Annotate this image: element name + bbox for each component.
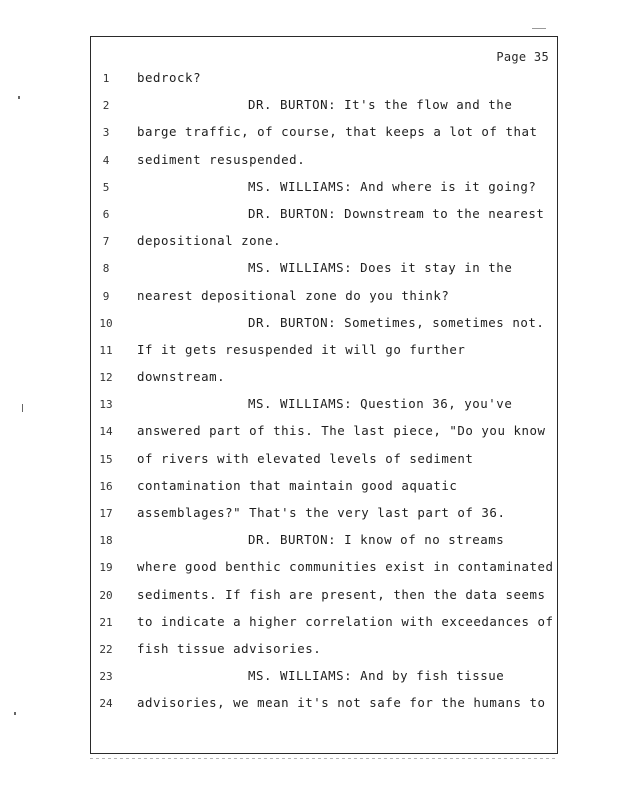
page-bottom-rule — [90, 758, 558, 759]
line-number: 5 — [102, 180, 110, 194]
line-text: where good benthic communities exist in contaminated — [137, 559, 554, 575]
transcript-line — [91, 391, 557, 418]
transcript-line — [91, 554, 557, 581]
line-text: fish tissue advisories. — [137, 640, 322, 656]
line-text: depositional zone. — [137, 233, 282, 249]
line-text: DR. BURTON: Sometimes, sometimes not. — [248, 314, 545, 330]
line-text: DR. BURTON: Downstream to the nearest — [248, 205, 545, 221]
transcript-line — [91, 527, 557, 554]
line-number: 11 — [99, 343, 113, 357]
margin-speck — [18, 96, 20, 99]
line-text: bedrock? — [137, 70, 202, 85]
line-number: 9 — [102, 289, 110, 303]
transcript-line — [91, 119, 557, 146]
line-number: 17 — [99, 507, 113, 520]
line-text: DR. BURTON: It's the flow and the — [248, 97, 513, 113]
line-text: nearest depositional zone do you think? — [137, 287, 450, 303]
line-text: barge traffic, of course, that keeps a lot of that — [137, 124, 538, 140]
transcript-line — [91, 65, 557, 92]
transcript-line — [91, 255, 557, 282]
line-text: contamination that maintain good aquatic — [137, 477, 458, 493]
line-text: downstream. — [137, 369, 226, 385]
line-text: to indicate a higher correlation with exceedances of — [137, 613, 554, 629]
transcript-line — [91, 690, 557, 717]
line-number: 7 — [102, 235, 110, 249]
transcript-line — [91, 636, 557, 663]
transcript-line — [91, 228, 557, 255]
margin-speck — [22, 404, 23, 412]
transcript-line — [91, 283, 557, 310]
line-text: MS. WILLIAMS: Question 36, you've — [248, 396, 513, 412]
transcript-line — [91, 663, 557, 690]
line-number: 3 — [102, 126, 110, 140]
line-number: 12 — [99, 371, 113, 385]
line-text: MS. WILLIAMS: Does it stay in the — [248, 260, 513, 276]
transcript-line — [91, 147, 557, 174]
line-text: of rivers with elevated levels of sediment — [137, 450, 474, 466]
line-number: 20 — [99, 588, 113, 602]
line-number: 15 — [99, 452, 113, 466]
transcript-line — [91, 337, 557, 364]
line-number: 6 — [102, 207, 110, 221]
line-number: 22 — [99, 642, 113, 656]
line-text: assemblages?" That's the very last part of 36. — [137, 505, 506, 520]
transcript-line — [91, 418, 557, 445]
line-number: 16 — [99, 479, 113, 493]
line-text: MS. WILLIAMS: And by fish tissue — [248, 668, 505, 684]
line-text: sediments. If fish are present, then the data seems — [137, 586, 546, 602]
transcript-line — [91, 609, 557, 636]
line-number: 14 — [99, 425, 113, 439]
line-number: 24 — [99, 697, 113, 711]
line-text: advisories, we mean it's not safe for the humans to — [137, 695, 546, 711]
transcript-line — [91, 310, 557, 337]
transcript-line — [91, 364, 557, 391]
transcript-line — [91, 446, 557, 473]
transcript-line — [91, 582, 557, 609]
transcript-line — [91, 500, 557, 527]
scan-mark — [532, 28, 546, 29]
line-text: MS. WILLIAMS: And where is it going? — [248, 178, 537, 194]
line-number: 2 — [102, 99, 110, 113]
transcript-line — [91, 473, 557, 500]
line-number: 4 — [102, 153, 110, 167]
line-number: 19 — [99, 561, 113, 575]
line-number: 23 — [99, 670, 113, 684]
line-text: If it gets resuspended it will go further — [137, 341, 466, 357]
page-number: Page 35 — [496, 50, 549, 64]
line-text: sediment resuspended. — [137, 151, 306, 167]
transcript-line — [91, 201, 557, 228]
transcript-line — [91, 174, 557, 201]
line-number: 8 — [102, 262, 110, 276]
transcript-page — [90, 36, 558, 754]
line-text: DR. BURTON: I know of no streams — [248, 532, 505, 548]
transcript-lines — [91, 65, 557, 718]
transcript-line — [91, 92, 557, 119]
line-number: 13 — [99, 398, 113, 412]
line-number: 21 — [99, 615, 113, 629]
line-number: 10 — [99, 316, 113, 330]
line-text: answered part of this. The last piece, "Do you know — [137, 423, 546, 439]
line-number: 1 — [102, 72, 110, 85]
margin-speck — [14, 712, 16, 715]
line-number: 18 — [99, 534, 113, 548]
